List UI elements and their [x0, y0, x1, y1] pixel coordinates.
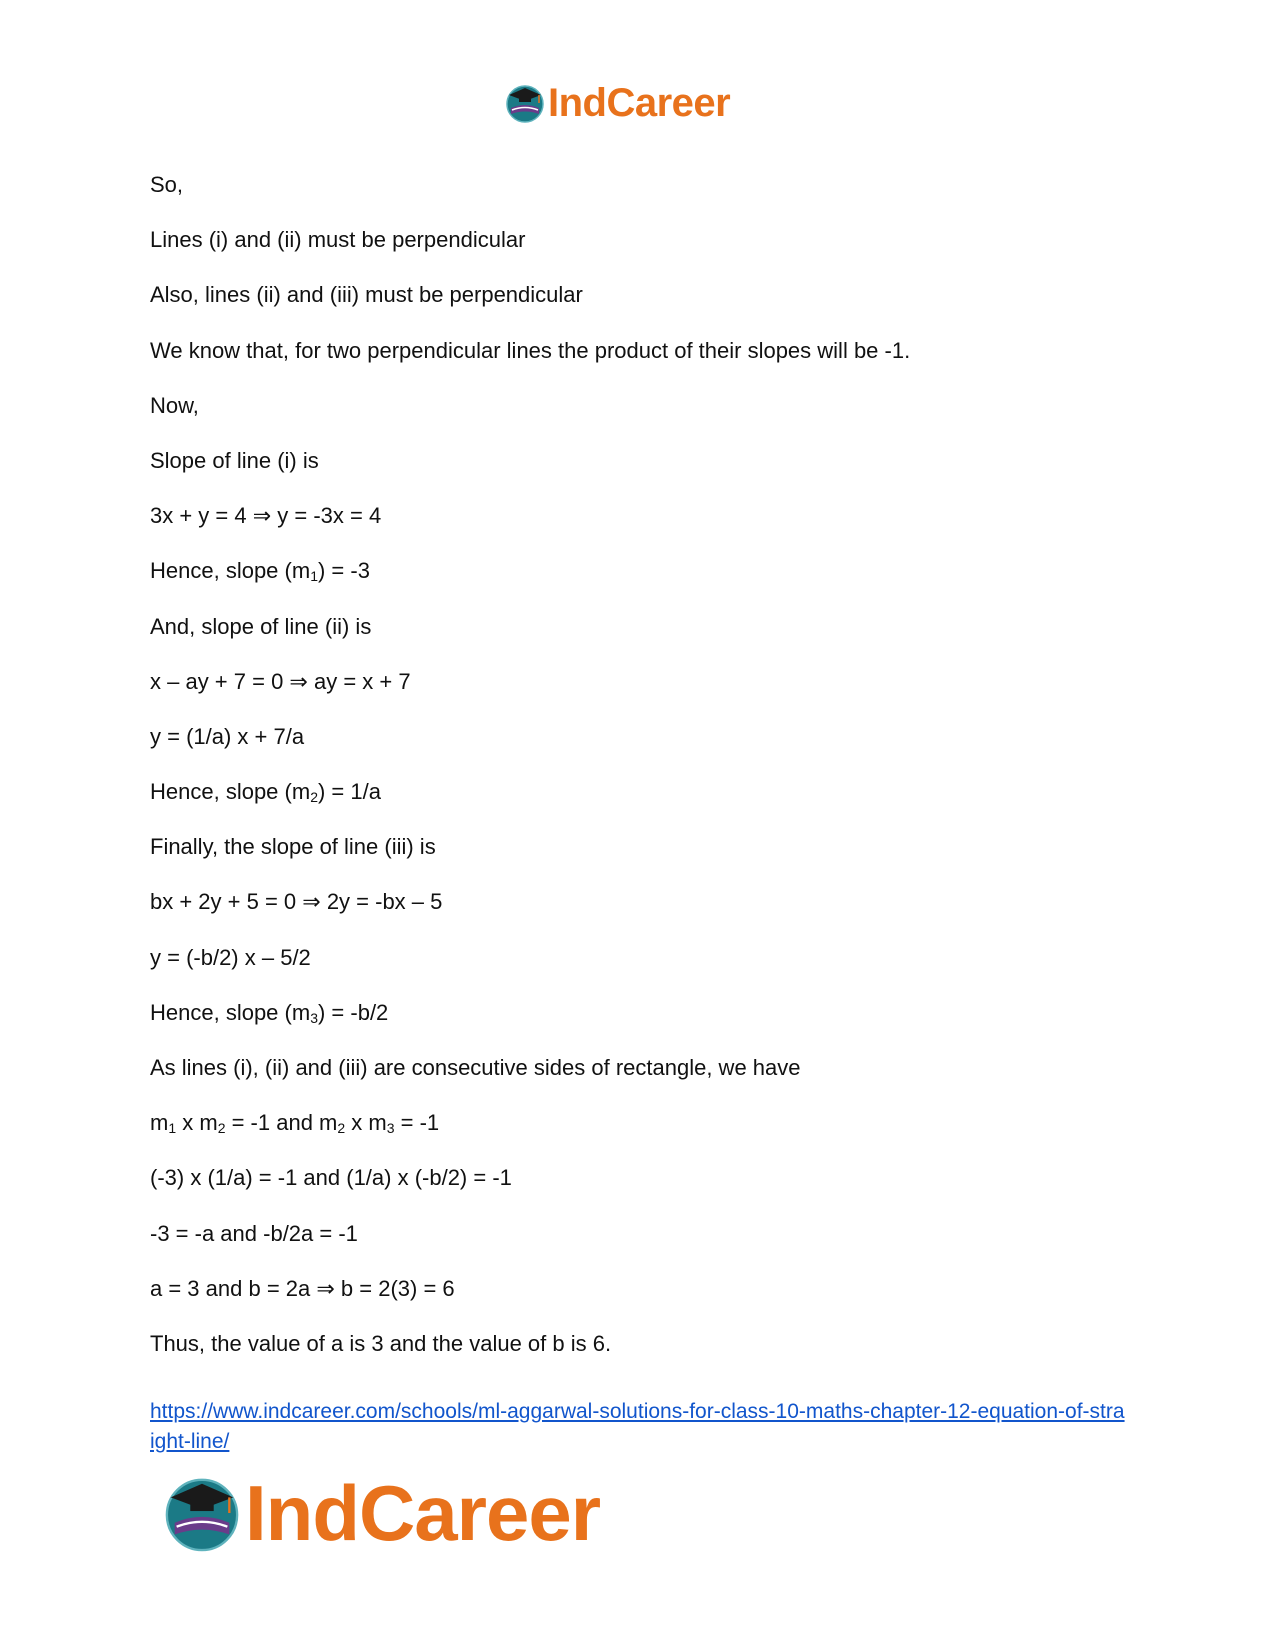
text-line: Also, lines (ii) and (iii) must be perpendicular	[150, 282, 583, 308]
slope-result-line: Hence, slope $(m_2) = 1/a$	[150, 779, 381, 806]
text-line: As lines (i), (ii) and (iii) are consecutive sides of rectangle, we have	[150, 1055, 801, 1080]
source-link[interactable]: https://www.indcareer.com/schools/ml-aggarwal-solutions-for-class-10-maths-chapter-12-equation-of-straight-line/	[150, 1400, 1125, 1453]
slope-result-line: Hence, slope $(m_3) = -b/2$	[150, 999, 389, 1026]
graduation-cap-book-globe-icon	[161, 1472, 243, 1554]
text-line: So,	[150, 172, 184, 197]
header-logo	[504, 80, 730, 126]
equation-line: 3x + y = 4 ⇒ y = -3x = 4	[150, 503, 382, 529]
footer-logo	[161, 1470, 600, 1556]
text-line: Now,	[150, 392, 199, 418]
logo-wordmark: IndCareer	[245, 1468, 601, 1557]
equation-line: y = (1/a) x + 7/a	[150, 723, 305, 749]
logo-wordmark: IndCareer	[548, 80, 731, 125]
text-line: We know that, for two perpendicular lines the product of their slopes will be -1.	[150, 337, 911, 363]
text-line: Slope of line (i) is	[150, 447, 319, 473]
conclusion-line: Thus, the value of a is 3 and the value of b is 6.	[150, 1330, 612, 1356]
graduation-cap-book-globe-icon	[504, 82, 546, 124]
text-line: Lines (i) and (ii) must be perpendicular	[150, 227, 526, 253]
solution-body	[150, 172, 1130, 1386]
text-line: Finally, the slope of line (iii) is	[150, 834, 436, 860]
slope-result-line: Hence, slope $(m_1) = -3$	[150, 558, 370, 585]
equation-line: $m_1$ x $m_2 = -1$ and $m_2$ x $m_3 = -1$	[150, 1110, 440, 1137]
equation-line: y = (-b/2) x – 5/2	[150, 944, 311, 970]
equation-line: bx + 2y + 5 = 0 ⇒ 2y = -bx – 5	[150, 889, 443, 915]
equation-line: -3 = -a and -b/2a = -1	[150, 1220, 358, 1246]
equation-line: x – ay + 7 = 0 ⇒ ay = x + 7	[150, 668, 411, 694]
text-line: And, slope of line (ii) is	[150, 613, 372, 639]
equation-line: a = 3 and b = 2a ⇒ b = 2(3) = 6	[150, 1275, 455, 1301]
equation-line: (-3) x (1/a) = -1 and (1/a) x (-b/2) = -1	[150, 1165, 512, 1191]
